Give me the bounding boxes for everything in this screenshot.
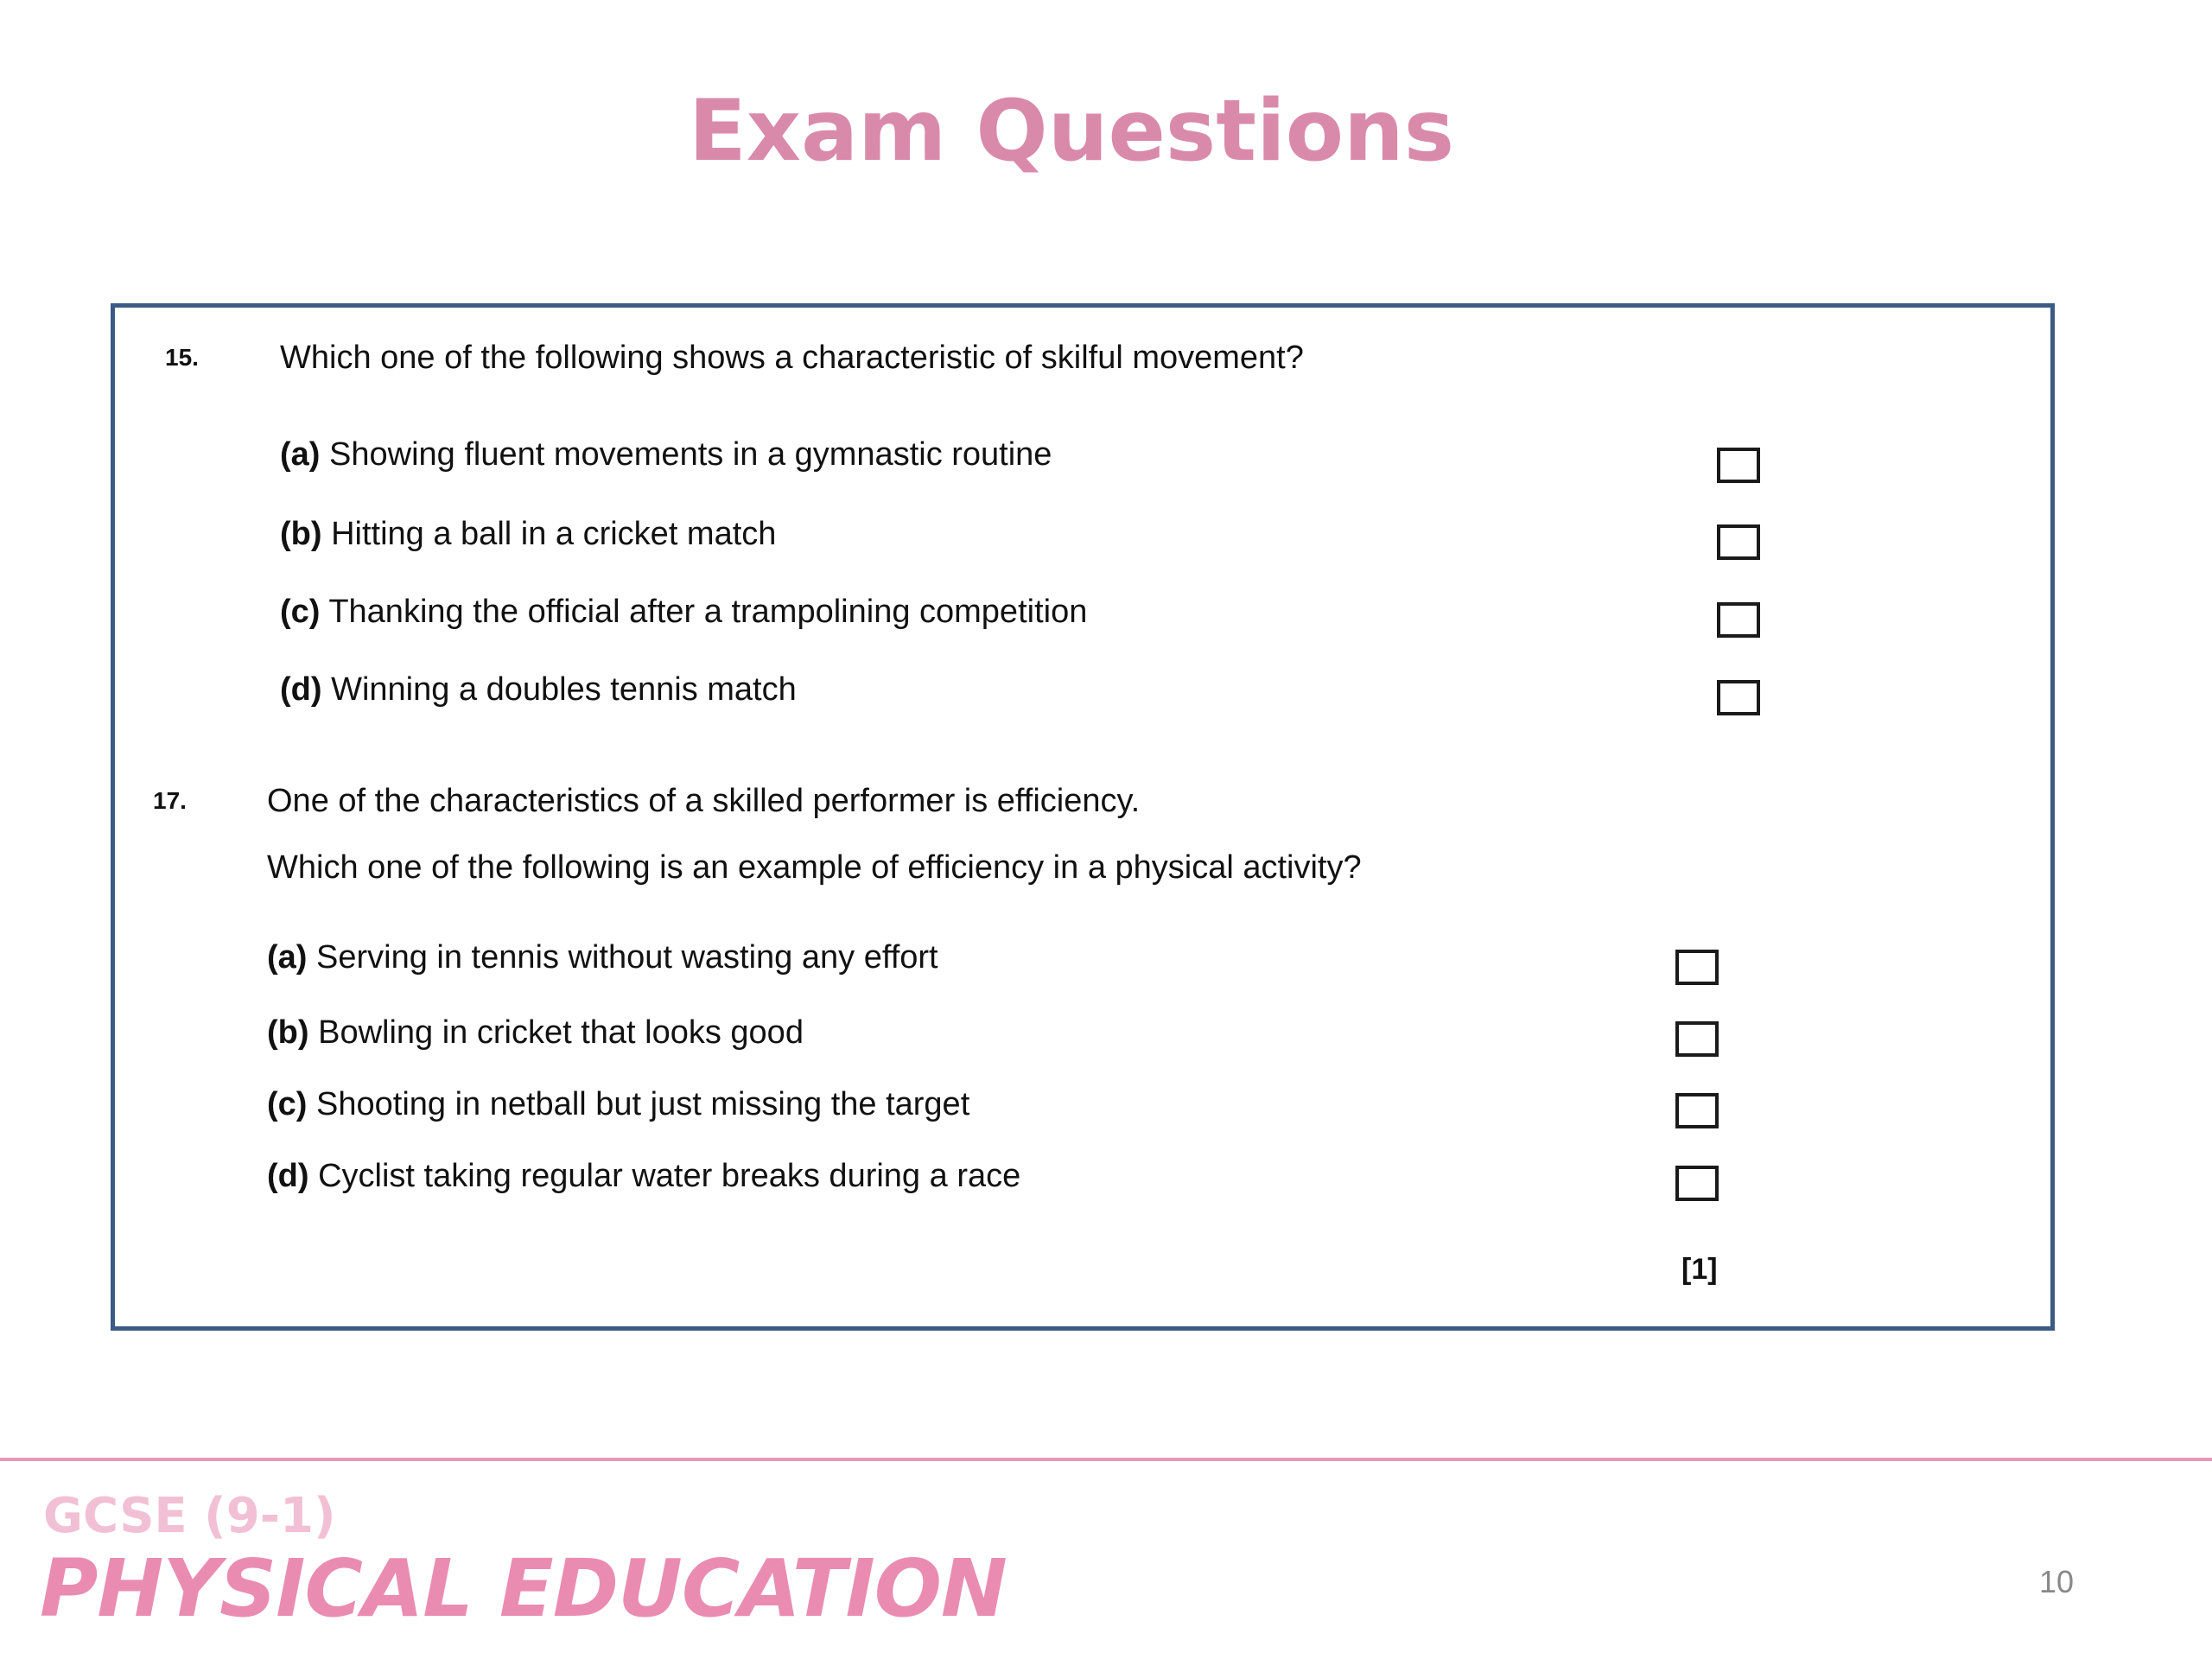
- page-title: Exam Questions: [688, 82, 1455, 181]
- question-box: [111, 303, 2055, 1331]
- checkbox-q17-c[interactable]: [1675, 1093, 1719, 1128]
- option-text: Winning a doubles tennis match: [331, 671, 797, 708]
- option-text: Showing fluent movements in a gymnastic routine: [329, 436, 1052, 473]
- question-17-number: 17.: [153, 787, 187, 814]
- option-letter: (d): [267, 1158, 309, 1194]
- option-text: Cyclist taking regular water breaks during a race: [318, 1158, 1021, 1194]
- question-17-option-d: [267, 1158, 1020, 1195]
- option-letter: (d): [280, 671, 322, 708]
- checkbox-q15-a[interactable]: [1717, 448, 1760, 483]
- question-17-line-2: Which one of the following is an example of efficiency in a physical activity?: [267, 849, 1362, 886]
- option-letter: (c): [280, 594, 321, 630]
- option-text: Hitting a ball in a cricket match: [331, 516, 777, 552]
- question-17-option-a: [267, 939, 938, 976]
- brand-title: PHYSICAL EDUCATION: [40, 1542, 1007, 1635]
- question-15-option-a: [280, 436, 1052, 474]
- brand-subtitle: GCSE (9-1): [43, 1488, 336, 1544]
- option-letter: (b): [267, 1014, 309, 1051]
- question-15-number: 15.: [165, 344, 199, 371]
- option-text: Serving in tennis without wasting any effort: [316, 939, 938, 976]
- option-letter: (b): [280, 516, 322, 552]
- question-15-text: Which one of the following shows a characteristic of skilful movement?: [280, 340, 1304, 376]
- option-text: Bowling in cricket that looks good: [318, 1014, 804, 1051]
- question-15-option-b: [280, 516, 776, 553]
- checkbox-q17-b[interactable]: [1675, 1021, 1719, 1057]
- question-17-option-b: [267, 1014, 804, 1052]
- footer-divider: [0, 1458, 2212, 1461]
- checkbox-q15-c[interactable]: [1717, 602, 1760, 638]
- checkbox-q15-d[interactable]: [1717, 680, 1760, 715]
- option-letter: (a): [280, 436, 321, 473]
- option-letter: (a): [267, 939, 308, 976]
- page-number: 10: [2039, 1564, 2075, 1599]
- option-text: Thanking the official after a trampolining competition: [328, 594, 1088, 630]
- checkbox-q17-a[interactable]: [1675, 950, 1719, 985]
- question-17-option-c: [267, 1086, 969, 1123]
- question-15-option-c: [280, 594, 1087, 631]
- question-15-option-d: [280, 671, 797, 709]
- checkbox-q17-d[interactable]: [1675, 1166, 1719, 1201]
- option-text: Shooting in netball but just missing the target: [316, 1086, 970, 1122]
- question-17-line-1: One of the characteristics of a skilled performer is efficiency.: [267, 783, 1141, 819]
- marks-label: [1]: [1681, 1253, 1718, 1286]
- option-letter: (c): [267, 1086, 308, 1122]
- checkbox-q15-b[interactable]: [1717, 524, 1760, 560]
